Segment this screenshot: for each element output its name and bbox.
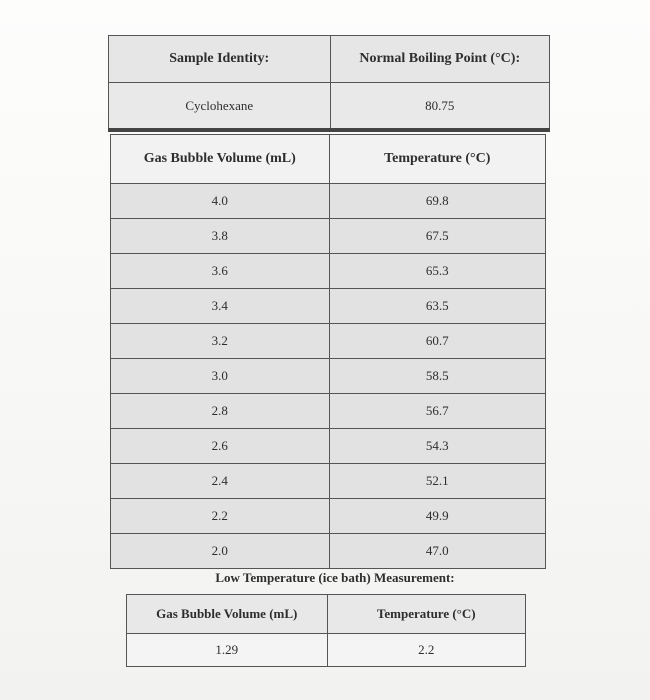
temperature-column-header: Temperature (°C) bbox=[329, 135, 546, 184]
sample-info-table bbox=[108, 35, 550, 130]
volume-column-header: Gas Bubble Volume (mL) bbox=[111, 135, 330, 184]
volume-cell: 3.4 bbox=[111, 289, 330, 324]
table-row bbox=[111, 254, 546, 289]
volume-cell: 4.0 bbox=[111, 184, 330, 219]
volume-cell: 2.4 bbox=[111, 464, 330, 499]
table-row bbox=[111, 359, 546, 394]
sample-value-row bbox=[109, 83, 550, 130]
low-temp-header-row bbox=[127, 595, 526, 634]
temperature-cell: 60.7 bbox=[329, 324, 546, 359]
volume-cell: 2.8 bbox=[111, 394, 330, 429]
temperature-cell: 56.7 bbox=[329, 394, 546, 429]
low-temp-volume-header: Gas Bubble Volume (mL) bbox=[127, 595, 328, 634]
temperature-cell: 52.1 bbox=[329, 464, 546, 499]
data-header-row bbox=[111, 135, 546, 184]
table-row bbox=[111, 429, 546, 464]
volume-temperature-table bbox=[110, 134, 546, 569]
temperature-cell: 49.9 bbox=[329, 499, 546, 534]
temperature-cell: 69.8 bbox=[329, 184, 546, 219]
sample-identity-value: Cyclohexane bbox=[109, 83, 331, 130]
boiling-point-value: 80.75 bbox=[330, 83, 550, 130]
sample-identity-header: Sample Identity: bbox=[109, 36, 331, 83]
low-temp-temperature-header: Temperature (°C) bbox=[327, 595, 526, 634]
volume-cell: 2.6 bbox=[111, 429, 330, 464]
table-row bbox=[111, 394, 546, 429]
volume-cell: 3.6 bbox=[111, 254, 330, 289]
volume-cell: 3.0 bbox=[111, 359, 330, 394]
temperature-cell: 63.5 bbox=[329, 289, 546, 324]
temperature-cell: 54.3 bbox=[329, 429, 546, 464]
table-row bbox=[111, 219, 546, 254]
volume-cell: 2.2 bbox=[111, 499, 330, 534]
volume-cell: 3.8 bbox=[111, 219, 330, 254]
low-temp-value-row bbox=[127, 634, 526, 667]
low-temperature-title: Low Temperature (ice bath) Measurement: bbox=[215, 570, 455, 585]
table-row bbox=[111, 184, 546, 219]
boiling-point-header: Normal Boiling Point (°C): bbox=[330, 36, 550, 83]
table-row bbox=[111, 499, 546, 534]
sample-header-row bbox=[109, 36, 550, 83]
table-row bbox=[111, 464, 546, 499]
temperature-cell: 67.5 bbox=[329, 219, 546, 254]
temperature-cell: 58.5 bbox=[329, 359, 546, 394]
volume-cell: 2.0 bbox=[111, 534, 330, 569]
low-temp-temperature-value: 2.2 bbox=[327, 634, 526, 667]
temperature-cell: 65.3 bbox=[329, 254, 546, 289]
low-temp-volume-value: 1.29 bbox=[127, 634, 328, 667]
table-divider bbox=[108, 128, 550, 132]
table-row bbox=[111, 534, 546, 569]
table-row bbox=[111, 324, 546, 359]
data-rows bbox=[111, 184, 546, 569]
temperature-cell: 47.0 bbox=[329, 534, 546, 569]
low-temperature-table bbox=[126, 594, 526, 667]
table-row bbox=[111, 289, 546, 324]
volume-cell: 3.2 bbox=[111, 324, 330, 359]
